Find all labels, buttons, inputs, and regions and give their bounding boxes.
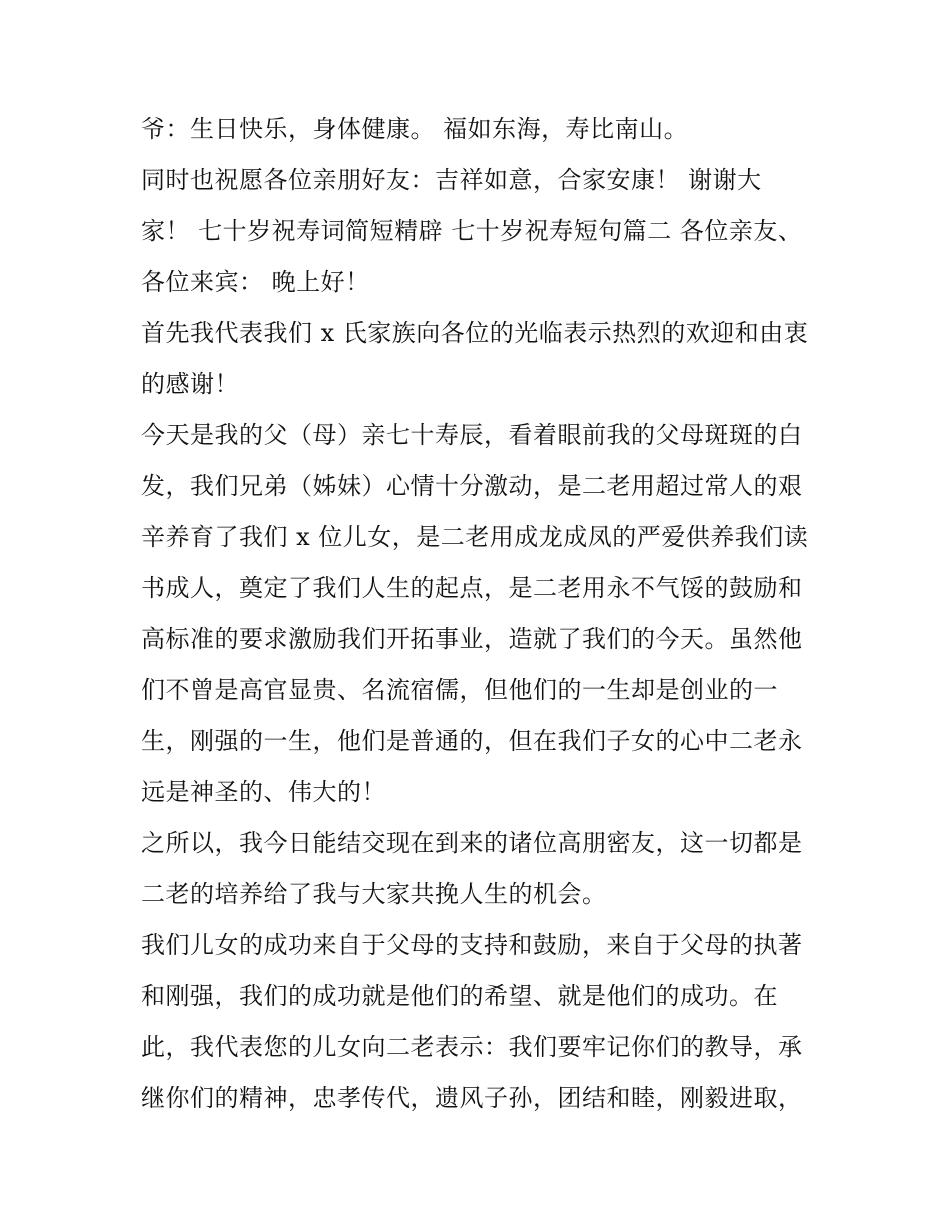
text-line-10: 书成人，奠定了我们人生的起点，是二老用永不气馁的鼓励和 — [141, 574, 803, 602]
text-line-20: 继你们的精神，忠孝传代，遗风子孙，团结和睦，刚毅进取， — [141, 1084, 803, 1112]
text-line-18: 和刚强，我们的成功就是他们的希望、就是他们的成功。在 — [141, 982, 778, 1010]
text-line-5: 首先我代表我们 x 氏家族向各位的光临表示热烈的欢迎和由衷 — [141, 319, 809, 347]
document-body — [141, 104, 821, 1124]
text-line-13: 生，刚强的一生，他们是普通的，但在我们子女的心中二老永 — [141, 727, 803, 755]
text-line-4: 各位来宾： 晚上好！ — [141, 268, 370, 296]
text-line-15: 之所以，我今日能结交现在到来的诸位高朋密友，这一切都是 — [141, 829, 803, 857]
text-line-17: 我们儿女的成功来自于父母的支持和鼓励，来自于父母的执著 — [141, 931, 803, 959]
text-line-16: 二老的培养给了我与大家共挽人生的机会。 — [141, 880, 607, 908]
text-line-8: 发，我们兄弟（姊妹）心情十分激动，是二老用超过常人的艰 — [141, 472, 803, 500]
text-line-3: 家！ 七十岁祝寿词简短精辟 七十岁祝寿短句篇二 各位亲友、 — [141, 217, 803, 245]
text-line-2: 同时也祝愿各位亲朋好友：吉祥如意，合家安康！ 谢谢大 — [141, 166, 762, 194]
text-line-6: 的感谢！ — [141, 370, 239, 398]
text-line-19: 此，我代表您的儿女向二老表示：我们要牢记你们的教导，承 — [141, 1033, 803, 1061]
text-line-14: 远是神圣的、伟大的！ — [141, 778, 386, 806]
text-line-11: 高标准的要求激励我们开拓事业，造就了我们的今天。虽然他 — [141, 625, 803, 653]
text-line-7: 今天是我的父（母）亲七十寿辰，看着眼前我的父母斑斑的白 — [141, 421, 803, 449]
text-line-12: 们不曾是高官显贵、名流宿儒，但他们的一生却是创业的一 — [141, 676, 778, 704]
text-line-9: 辛养育了我们 x 位儿女，是二老用成龙成凤的严爱供养我们读 — [141, 523, 809, 551]
text-line-1: 爷：生日快乐，身体健康。 福如东海，寿比南山。 — [141, 115, 689, 143]
